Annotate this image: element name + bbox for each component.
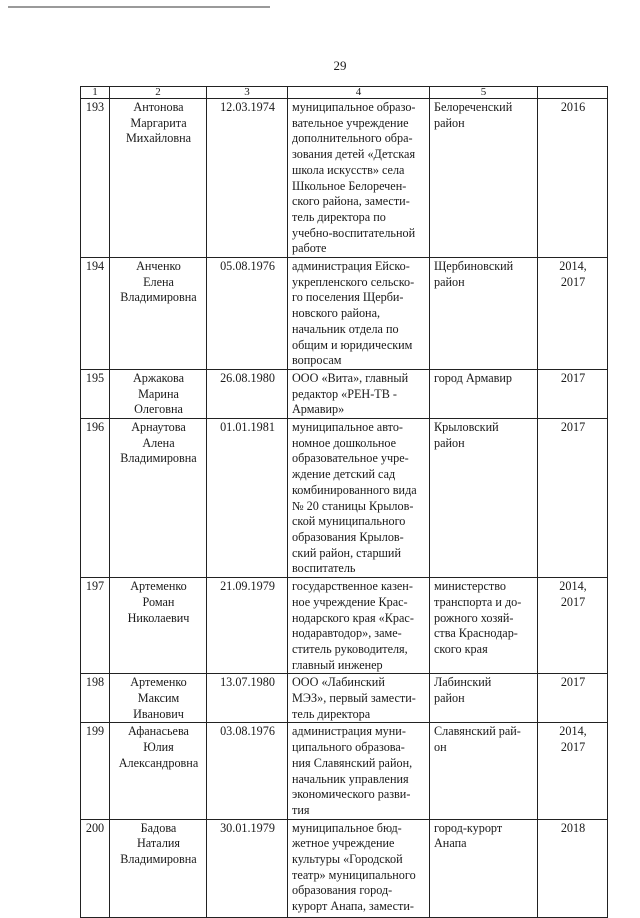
region-cell — [430, 369, 538, 418]
person-name-text: Афанасьева Юлия Александровна — [118, 724, 199, 770]
year-text: 2017 — [560, 420, 586, 435]
organization-position-cell — [288, 99, 430, 258]
birth-date-text: 03.08.1976 — [220, 724, 275, 739]
region-text: Щербиновский район — [434, 259, 514, 289]
page-number: 29 — [333, 58, 347, 73]
person-name-cell — [110, 819, 207, 917]
organization-position-text: муниципальное авто- номное дошкольное образовательное учре- ждение детский сад комбинированного вида № 20 станицы Крылов- ской муниципального образования Крылов- ский район, старший воспитатель — [292, 420, 417, 576]
header-row — [81, 87, 608, 99]
person-name-text: Артеменко Максим Иванович — [130, 675, 187, 721]
organization-position-text: администрация Ейско- укрепленского сельско- го поселения Щерби- новского района, начальник отдела по общим и юридическим вопросам — [292, 259, 415, 368]
region-cell — [430, 723, 538, 819]
region-text: Белореченский район — [434, 100, 513, 130]
table-row — [81, 578, 608, 674]
top-rule — [8, 6, 270, 8]
person-name-text: Бадова Наталия Владимировна — [120, 820, 197, 867]
organization-position-cell — [288, 723, 430, 819]
region-text: город-курорт Анапа — [434, 820, 503, 851]
birth-date-cell — [207, 723, 288, 819]
person-name-text: Антонова Маргарита Михайловна — [125, 100, 192, 146]
row-number-text: 194 — [85, 259, 105, 274]
year-cell — [538, 369, 608, 418]
birth-date-text: 30.01.1979 — [220, 820, 275, 835]
year-cell — [538, 578, 608, 674]
row-number-text: 197 — [85, 579, 105, 594]
person-name-text: Аржакова Марина Олеговна — [132, 370, 185, 417]
year-cell — [538, 258, 608, 370]
region-text: Крыловский район — [434, 420, 499, 450]
person-name-text: Арнаутова Алена Владимировна — [120, 420, 197, 466]
person-name-cell — [110, 369, 207, 418]
year-text: 2014, 2017 — [559, 579, 587, 609]
organization-position-text: муниципальное образо- вательное учреждение дополнительного обра- зования детей «Детская школа искусств» села Школьное Белоречен- ского района, замести- тель директора по учебно-воспитательной работе — [292, 100, 416, 256]
person-name-cell — [110, 258, 207, 370]
region-text: город Армавир — [434, 370, 512, 385]
column-header — [538, 87, 608, 99]
year-cell — [538, 419, 608, 578]
year-text: 2016 — [560, 100, 586, 114]
column-header: 5 — [430, 87, 538, 99]
column-header: 1 — [81, 87, 110, 99]
row-number-cell — [81, 419, 110, 578]
organization-position-cell — [288, 369, 430, 418]
year-text: 2014, 2017 — [559, 259, 587, 289]
region-cell — [430, 674, 538, 723]
table-row — [81, 674, 608, 723]
birth-date-cell — [207, 674, 288, 723]
year-cell — [538, 674, 608, 723]
row-number-text: 195 — [85, 370, 105, 385]
year-cell — [538, 723, 608, 819]
organization-position-cell — [288, 419, 430, 578]
row-number-cell — [81, 369, 110, 418]
organization-position-text: государственное казен- ное учреждение Крас- нодарского края «Крас- нодаравтодор», заме- ститель руководителя, главный инженер — [292, 579, 414, 672]
row-number-cell — [81, 99, 110, 258]
region-text: Славянский рай- он — [434, 724, 521, 755]
year-text: 2014, 2017 — [559, 724, 587, 755]
person-name-text: Анченко Елена Владимировна — [120, 259, 197, 305]
person-name-cell — [110, 419, 207, 578]
region-cell — [430, 419, 538, 578]
row-number-cell — [81, 819, 110, 917]
year-cell — [538, 819, 608, 917]
birth-date-cell — [207, 369, 288, 418]
region-cell — [430, 578, 538, 674]
organization-position-text: ООО «Лабинский МЭЗ», первый замести- тель директора — [292, 675, 416, 721]
organization-position-cell — [288, 258, 430, 370]
column-header: 3 — [207, 87, 288, 99]
organization-position-cell — [288, 578, 430, 674]
person-name-cell — [110, 99, 207, 258]
row-number-text: 199 — [85, 724, 105, 739]
birth-date-cell — [207, 99, 288, 258]
table-row — [81, 723, 608, 819]
organization-position-cell — [288, 819, 430, 917]
person-name-cell — [110, 578, 207, 674]
birth-date-cell — [207, 578, 288, 674]
person-name-text: Артеменко Роман Николаевич — [127, 579, 190, 625]
personnel-table — [80, 86, 608, 918]
row-number-cell — [81, 578, 110, 674]
organization-position-text: муниципальное бюд- жетное учреждение культуры «Городской театр» муниципального образования город- курорт Анапа, замести- — [292, 820, 416, 914]
row-number-cell — [81, 258, 110, 370]
organization-position-text: ООО «Вита», главный редактор «РЕН-ТВ - Армавир» — [292, 370, 409, 417]
region-cell — [430, 819, 538, 917]
row-number-text: 198 — [85, 675, 105, 690]
region-text: Лабинский район — [434, 675, 492, 706]
year-text: 2017 — [560, 370, 586, 385]
row-number-text: 196 — [85, 420, 105, 435]
birth-date-text: 13.07.1980 — [220, 675, 275, 690]
person-name-cell — [110, 674, 207, 723]
organization-position-text: администрация муни- ципального образова- ния Славянский район, начальник управления экономического разви- тия — [292, 724, 413, 817]
region-cell — [430, 99, 538, 258]
column-header: 2 — [110, 87, 207, 99]
table-row — [81, 819, 608, 917]
row-number-cell — [81, 723, 110, 819]
birth-date-cell — [207, 819, 288, 917]
birth-date-text: 26.08.1980 — [220, 370, 275, 385]
table-row — [81, 99, 608, 258]
row-number-cell — [81, 674, 110, 723]
birth-date-text: 12.03.1974 — [220, 100, 275, 114]
row-number-text: 193 — [85, 100, 105, 114]
organization-position-cell — [288, 674, 430, 723]
year-text: 2017 — [560, 675, 586, 690]
row-number-text: 200 — [85, 820, 105, 835]
column-header: 4 — [288, 87, 430, 99]
table-row — [81, 258, 608, 370]
table-row — [81, 419, 608, 578]
table-row — [81, 369, 608, 418]
region-cell — [430, 258, 538, 370]
birth-date-text: 01.01.1981 — [220, 420, 275, 435]
year-cell — [538, 99, 608, 258]
birth-date-cell — [207, 419, 288, 578]
region-text: министерство транспорта и до- рожного хозяй- ства Краснодар- ского края — [434, 579, 522, 656]
birth-date-text: 05.08.1976 — [220, 259, 275, 274]
person-name-cell — [110, 723, 207, 819]
year-text: 2018 — [560, 820, 586, 835]
birth-date-text: 21.09.1979 — [220, 579, 275, 594]
birth-date-cell — [207, 258, 288, 370]
